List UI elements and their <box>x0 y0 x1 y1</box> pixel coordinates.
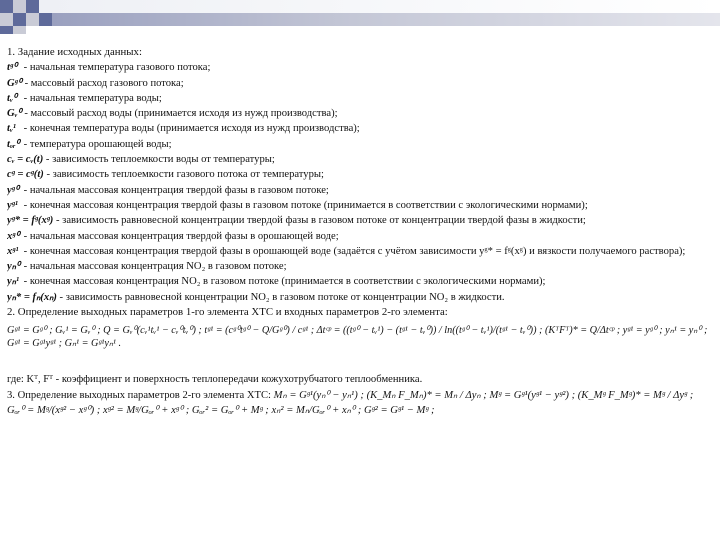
symbol: yₙ⁰ <box>7 261 21 273</box>
decor-square <box>13 0 26 13</box>
formula-line: Gᵍ¹ = Gᵍ⁰ ; Gᵥ¹ = Gᵥ⁰ ; Q = Gᵥ⁰(cᵥ¹tᵥ¹ − cᵥ⁰tᵥ⁰) ; tᵍ¹ = (cᵍ⁰tᵍ⁰ − Q/Gᵍ⁰) / cᵍ¹ ; Δtᶜᵖ = ((tᵍ⁰ − tᵥ¹) − (tᵍ¹ − tᵥ⁰)) / ln((tᵍ⁰ − tᵥ¹)/(tᵍ¹ − tᵥ⁰)) ; (KᵀFᵀ)* = Q/Δtᶜᵖ ; yᵍ¹ = yᵍ⁰ ; yₙ¹ = yₙ⁰ ; Gᵍ¹ = Gᵍ¹yᵍ¹ ; Gₙ¹ = Gᵍ¹yₙ¹ . <box>7 325 708 350</box>
note-line: где: Kᵀ, Fᵀ - коэффициент и поверхность теплопередачи кожухотрубчатого теплообменника. <box>7 374 423 386</box>
param-text: - конечная температура воды (принимается исходя из нужд производства); <box>23 123 360 135</box>
param-line <box>7 137 713 152</box>
decor-band <box>39 13 52 26</box>
section-2-formulas <box>7 320 713 372</box>
param-text: - зависимость равновесной концентрации NO₂ в газовом потоке от концентрации NO₂ в жидкости. <box>59 291 505 303</box>
param-text: - начальная массовая концентрация твердой фазы в газовом потоке; <box>23 184 329 196</box>
section-3-heading: 3. Определение выходных параметров 2-го элемента ХТС: <box>7 389 271 401</box>
symbol: tₒᵣ⁰ <box>7 138 20 150</box>
param-text: - конечная массовая концентрация твердой фазы в газовом потоке (принимается в соответствии с экологическими нормами); <box>23 199 588 211</box>
symbol: cᵥ = cᵥ(t) <box>7 154 44 166</box>
param-text: - конечная массовая концентрация NO₂ в газовом потоке (принимается в соответствии с экологическими нормами); <box>23 276 546 288</box>
param-text: - начальная массовая концентрация твердой фазы в орошающей воде; <box>23 230 339 242</box>
symbol: xᵍ⁰ <box>7 230 20 242</box>
symbol: yₙ¹ <box>7 276 20 288</box>
param-text: - массовый расход воды (принимается исходя из нужд производства); <box>24 108 338 120</box>
param-text: - зависимость теплоемкости воды от температуры; <box>45 154 275 166</box>
symbol: cᵍ = cᵍ(t) <box>7 169 44 181</box>
param-line <box>7 213 713 228</box>
param-line <box>7 290 713 305</box>
param-line <box>7 198 713 213</box>
param-line <box>7 229 713 244</box>
decor-square <box>0 0 13 13</box>
param-line <box>7 60 713 75</box>
decor-square <box>26 0 39 13</box>
symbol: Gᵍ⁰ <box>7 77 22 89</box>
param-line <box>7 91 713 106</box>
param-text: - температура орошающей воды; <box>23 138 172 150</box>
symbol: yᵍ¹ <box>7 199 18 211</box>
param-line <box>7 152 713 167</box>
symbol: yᵍ* = fᵍ(xᵍ) <box>7 215 54 227</box>
param-line <box>7 106 713 121</box>
param-text: - зависимость равновесной концентрации твердой фазы в газовом потоке от концентрации твердой фазы в жидкости; <box>55 215 586 227</box>
section-1-heading: 1. Задание исходных данных: <box>7 46 142 58</box>
formula-line: Gₒᵣ⁰ = Mᵍ/(xᵍ² − xᵍ⁰) ; xᵍ² = Mᵍ/Gₒᵣ⁰ + xᵍ⁰ ; Gₒᵣ² = Gₒᵣ⁰ + Mᵍ ; xₙ² = Mₙ/Gₒᵣ⁰ + xₙ⁰ ; Gᵍ² = Gᵍ¹ − Mᵍ ; <box>7 404 435 416</box>
param-text: - массовый расход газового потока; <box>24 77 184 89</box>
formula-inline: Mₙ = Gᵍ¹(yₙ⁰ − yₙ¹) ; (K_Mₙ F_Mₙ)* = Mₙ / Δyₙ ; Mᵍ = Gᵍ¹(yᵍ¹ − yᵍ²) ; (K_Mᵍ F_Mᵍ)* = Mᵍ / Δyᵍ ; <box>273 389 694 401</box>
param-line <box>7 167 713 182</box>
param-text: - зависимость теплоемкости газового потока от температуры; <box>46 169 324 181</box>
document-body <box>7 45 713 418</box>
decor-band <box>52 13 720 26</box>
param-line-wrapped <box>7 244 713 259</box>
symbol: tᵥ⁰ <box>7 92 17 104</box>
param-line <box>7 183 713 198</box>
decor-square <box>0 26 13 34</box>
param-line <box>7 259 713 274</box>
decor-square <box>13 13 26 26</box>
symbol: yᵍ⁰ <box>7 184 19 196</box>
param-text: - начальная массовая концентрация NO₂ в газовом потоке; <box>23 261 287 273</box>
symbol: yₙ* = fₙ(xₙ) <box>7 291 57 303</box>
param-line <box>7 274 713 289</box>
decorative-squares <box>0 0 720 36</box>
symbol: tᵍ⁰ <box>7 62 18 74</box>
decor-square <box>13 26 26 34</box>
symbol: xᵍ¹ <box>7 245 19 257</box>
decor-square <box>0 13 13 26</box>
section-3-heading-line <box>7 388 713 403</box>
decor-band-top <box>39 0 720 13</box>
param-text: - начальная температура воды; <box>23 92 162 104</box>
param-line <box>7 121 713 136</box>
param-text: - начальная температура газового потока; <box>23 62 211 74</box>
section-2-heading: 2. Определение выходных параметров 1-го элемента ХТС и входных параметров 2-го элемента: <box>7 306 448 319</box>
decor-square <box>26 13 39 26</box>
param-line <box>7 76 713 91</box>
param-text: - конечная массовая концентрация твердой фазы в орошающей воде (задаётся с учётом зависимости yᵍ* = fᵍ(xᵍ) и вязкости получаемого раствора); <box>23 245 686 257</box>
symbol: Gᵥ⁰ <box>7 108 22 120</box>
symbol: tᵥ¹ <box>7 123 16 135</box>
